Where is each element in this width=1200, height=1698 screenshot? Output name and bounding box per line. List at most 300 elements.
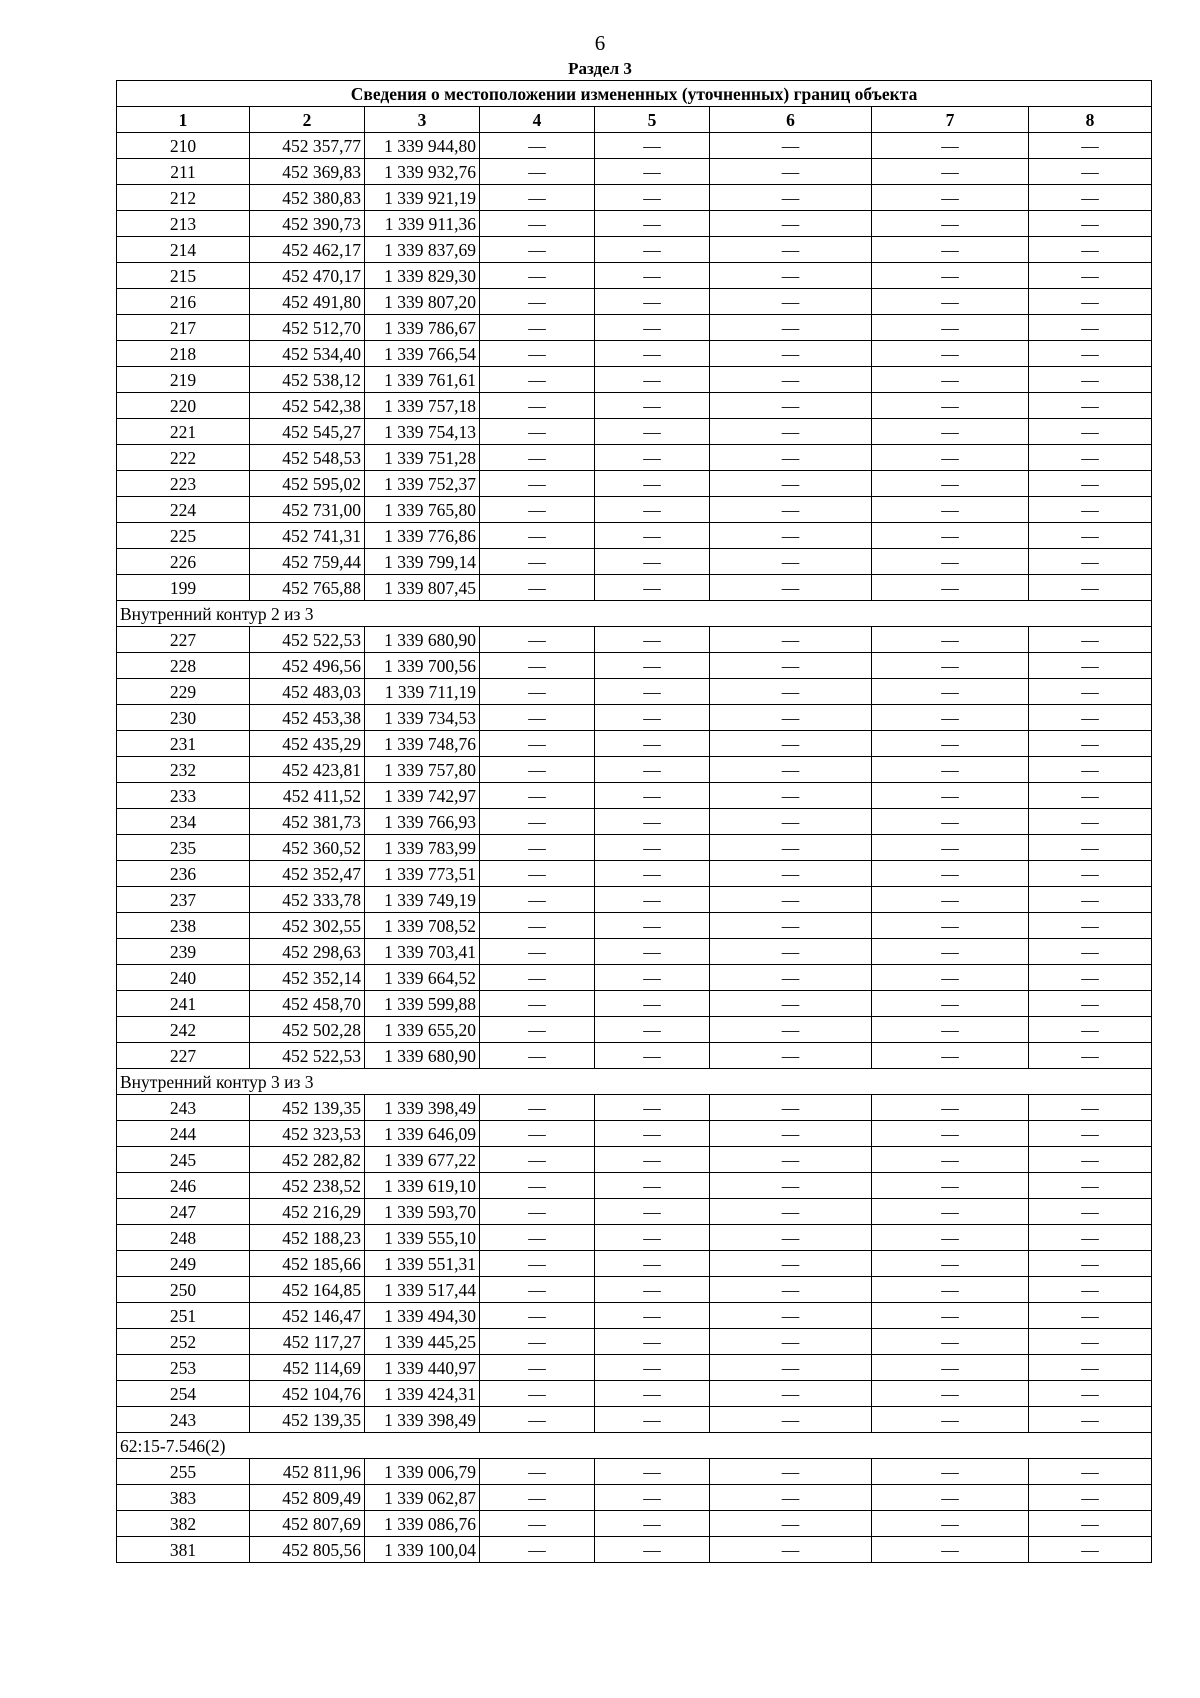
table-row bbox=[117, 419, 1152, 445]
empty-value-cell: — bbox=[1029, 1147, 1152, 1173]
empty-value-cell: — bbox=[872, 341, 1029, 367]
empty-value-cell: — bbox=[595, 1251, 710, 1277]
empty-value-cell: — bbox=[595, 1537, 710, 1563]
empty-value-cell: — bbox=[595, 653, 710, 679]
empty-value-cell: — bbox=[480, 783, 595, 809]
empty-value-cell: — bbox=[710, 1511, 872, 1537]
x-coordinate-cell: 452 216,29 bbox=[250, 1199, 365, 1225]
point-number-cell: 255 bbox=[117, 1459, 250, 1485]
empty-value-cell: — bbox=[480, 653, 595, 679]
y-coordinate-cell: 1 339 752,37 bbox=[365, 471, 480, 497]
point-number-cell: 243 bbox=[117, 1095, 250, 1121]
x-coordinate-cell: 452 453,38 bbox=[250, 705, 365, 731]
y-coordinate-cell: 1 339 440,97 bbox=[365, 1355, 480, 1381]
table-row bbox=[117, 1199, 1152, 1225]
empty-value-cell: — bbox=[595, 1485, 710, 1511]
table-row bbox=[117, 1303, 1152, 1329]
empty-value-cell: — bbox=[595, 1277, 710, 1303]
table-row bbox=[117, 263, 1152, 289]
table-row bbox=[117, 497, 1152, 523]
point-number-cell: 231 bbox=[117, 731, 250, 757]
x-coordinate-cell: 452 435,29 bbox=[250, 731, 365, 757]
x-coordinate-cell: 452 522,53 bbox=[250, 1043, 365, 1069]
empty-value-cell: — bbox=[1029, 991, 1152, 1017]
empty-value-cell: — bbox=[595, 679, 710, 705]
empty-value-cell: — bbox=[710, 341, 872, 367]
empty-value-cell: — bbox=[872, 367, 1029, 393]
empty-value-cell: — bbox=[480, 679, 595, 705]
point-number-cell: 213 bbox=[117, 211, 250, 237]
y-coordinate-cell: 1 339 599,88 bbox=[365, 991, 480, 1017]
empty-value-cell: — bbox=[1029, 315, 1152, 341]
table-row bbox=[117, 1147, 1152, 1173]
empty-value-cell: — bbox=[872, 1537, 1029, 1563]
x-coordinate-cell: 452 595,02 bbox=[250, 471, 365, 497]
table-row bbox=[117, 835, 1152, 861]
empty-value-cell: — bbox=[872, 679, 1029, 705]
empty-value-cell: — bbox=[480, 913, 595, 939]
empty-value-cell: — bbox=[595, 783, 710, 809]
empty-value-cell: — bbox=[710, 1225, 872, 1251]
empty-value-cell: — bbox=[710, 887, 872, 913]
empty-value-cell: — bbox=[595, 237, 710, 263]
y-coordinate-cell: 1 339 757,18 bbox=[365, 393, 480, 419]
empty-value-cell: — bbox=[872, 211, 1029, 237]
empty-value-cell: — bbox=[710, 1121, 872, 1147]
x-coordinate-cell: 452 522,53 bbox=[250, 627, 365, 653]
empty-value-cell: — bbox=[480, 341, 595, 367]
x-coordinate-cell: 452 117,27 bbox=[250, 1329, 365, 1355]
table-row bbox=[117, 1043, 1152, 1069]
empty-value-cell: — bbox=[872, 809, 1029, 835]
empty-value-cell: — bbox=[1029, 1381, 1152, 1407]
point-number-cell: 212 bbox=[117, 185, 250, 211]
y-coordinate-cell: 1 339 062,87 bbox=[365, 1485, 480, 1511]
point-number-cell: 221 bbox=[117, 419, 250, 445]
empty-value-cell: — bbox=[1029, 627, 1152, 653]
empty-value-cell: — bbox=[710, 159, 872, 185]
empty-value-cell: — bbox=[1029, 1303, 1152, 1329]
empty-value-cell: — bbox=[1029, 757, 1152, 783]
empty-value-cell: — bbox=[710, 497, 872, 523]
empty-value-cell: — bbox=[710, 809, 872, 835]
empty-value-cell: — bbox=[1029, 419, 1152, 445]
point-number-cell: 243 bbox=[117, 1407, 250, 1433]
y-coordinate-cell: 1 339 494,30 bbox=[365, 1303, 480, 1329]
y-coordinate-cell: 1 339 100,04 bbox=[365, 1537, 480, 1563]
table-body bbox=[117, 133, 1152, 1563]
empty-value-cell: — bbox=[872, 315, 1029, 341]
empty-value-cell: — bbox=[1029, 1407, 1152, 1433]
x-coordinate-cell: 452 381,73 bbox=[250, 809, 365, 835]
y-coordinate-cell: 1 339 799,14 bbox=[365, 549, 480, 575]
empty-value-cell: — bbox=[1029, 653, 1152, 679]
empty-value-cell: — bbox=[480, 1199, 595, 1225]
y-coordinate-cell: 1 339 837,69 bbox=[365, 237, 480, 263]
point-number-cell: 217 bbox=[117, 315, 250, 341]
empty-value-cell: — bbox=[872, 913, 1029, 939]
empty-value-cell: — bbox=[710, 1251, 872, 1277]
empty-value-cell: — bbox=[1029, 1485, 1152, 1511]
x-coordinate-cell: 452 282,82 bbox=[250, 1147, 365, 1173]
empty-value-cell: — bbox=[1029, 289, 1152, 315]
table-row bbox=[117, 133, 1152, 159]
table-row bbox=[117, 341, 1152, 367]
empty-value-cell: — bbox=[480, 835, 595, 861]
empty-value-cell: — bbox=[480, 1537, 595, 1563]
empty-value-cell: — bbox=[480, 1017, 595, 1043]
point-number-cell: 234 bbox=[117, 809, 250, 835]
point-number-cell: 249 bbox=[117, 1251, 250, 1277]
point-number-cell: 227 bbox=[117, 1043, 250, 1069]
empty-value-cell: — bbox=[872, 1173, 1029, 1199]
y-coordinate-cell: 1 339 829,30 bbox=[365, 263, 480, 289]
empty-value-cell: — bbox=[480, 1225, 595, 1251]
table-row bbox=[117, 783, 1152, 809]
point-number-cell: 225 bbox=[117, 523, 250, 549]
empty-value-cell: — bbox=[480, 133, 595, 159]
empty-value-cell: — bbox=[710, 1199, 872, 1225]
table-row bbox=[117, 1225, 1152, 1251]
y-coordinate-cell: 1 339 776,86 bbox=[365, 523, 480, 549]
empty-value-cell: — bbox=[480, 1511, 595, 1537]
y-coordinate-cell: 1 339 398,49 bbox=[365, 1407, 480, 1433]
table-row bbox=[117, 211, 1152, 237]
empty-value-cell: — bbox=[480, 1355, 595, 1381]
table-row bbox=[117, 1381, 1152, 1407]
point-number-cell: 381 bbox=[117, 1537, 250, 1563]
empty-value-cell: — bbox=[595, 211, 710, 237]
empty-value-cell: — bbox=[710, 289, 872, 315]
empty-value-cell: — bbox=[710, 835, 872, 861]
table-row bbox=[117, 1251, 1152, 1277]
empty-value-cell: — bbox=[595, 133, 710, 159]
x-coordinate-cell: 452 114,69 bbox=[250, 1355, 365, 1381]
empty-value-cell: — bbox=[480, 757, 595, 783]
y-coordinate-cell: 1 339 593,70 bbox=[365, 1199, 480, 1225]
empty-value-cell: — bbox=[1029, 1459, 1152, 1485]
point-number-cell: 220 bbox=[117, 393, 250, 419]
empty-value-cell: — bbox=[1029, 393, 1152, 419]
empty-value-cell: — bbox=[595, 861, 710, 887]
empty-value-cell: — bbox=[1029, 861, 1152, 887]
point-number-cell: 252 bbox=[117, 1329, 250, 1355]
y-coordinate-cell: 1 339 711,19 bbox=[365, 679, 480, 705]
empty-value-cell: — bbox=[595, 497, 710, 523]
table-row bbox=[117, 1121, 1152, 1147]
empty-value-cell: — bbox=[480, 1095, 595, 1121]
empty-value-cell: — bbox=[872, 1043, 1029, 1069]
empty-value-cell: — bbox=[710, 1043, 872, 1069]
empty-value-cell: — bbox=[480, 367, 595, 393]
empty-value-cell: — bbox=[1029, 497, 1152, 523]
empty-value-cell: — bbox=[595, 1329, 710, 1355]
empty-value-cell: — bbox=[1029, 1095, 1152, 1121]
empty-value-cell: — bbox=[710, 783, 872, 809]
empty-value-cell: — bbox=[872, 887, 1029, 913]
empty-value-cell: — bbox=[710, 549, 872, 575]
empty-value-cell: — bbox=[710, 1355, 872, 1381]
table-row bbox=[117, 445, 1152, 471]
point-number-cell: 382 bbox=[117, 1511, 250, 1537]
empty-value-cell: — bbox=[595, 757, 710, 783]
x-coordinate-cell: 452 805,56 bbox=[250, 1537, 365, 1563]
column-header: 3 bbox=[365, 107, 480, 133]
x-coordinate-cell: 452 731,00 bbox=[250, 497, 365, 523]
x-coordinate-cell: 452 390,73 bbox=[250, 211, 365, 237]
table-row bbox=[117, 1277, 1152, 1303]
table-row bbox=[117, 653, 1152, 679]
empty-value-cell: — bbox=[480, 523, 595, 549]
empty-value-cell: — bbox=[595, 1043, 710, 1069]
empty-value-cell: — bbox=[480, 445, 595, 471]
empty-value-cell: — bbox=[480, 1251, 595, 1277]
empty-value-cell: — bbox=[595, 705, 710, 731]
y-coordinate-cell: 1 339 807,45 bbox=[365, 575, 480, 601]
column-header: 4 bbox=[480, 107, 595, 133]
empty-value-cell: — bbox=[872, 523, 1029, 549]
empty-value-cell: — bbox=[1029, 523, 1152, 549]
empty-value-cell: — bbox=[1029, 211, 1152, 237]
point-number-cell: 228 bbox=[117, 653, 250, 679]
table-row bbox=[117, 939, 1152, 965]
empty-value-cell: — bbox=[595, 419, 710, 445]
x-coordinate-cell: 452 811,96 bbox=[250, 1459, 365, 1485]
empty-value-cell: — bbox=[872, 1355, 1029, 1381]
empty-value-cell: — bbox=[872, 991, 1029, 1017]
empty-value-cell: — bbox=[595, 965, 710, 991]
point-number-cell: 250 bbox=[117, 1277, 250, 1303]
table-row bbox=[117, 1511, 1152, 1537]
empty-value-cell: — bbox=[595, 159, 710, 185]
contour-group-row bbox=[117, 1069, 1152, 1095]
empty-value-cell: — bbox=[480, 1459, 595, 1485]
table-row bbox=[117, 289, 1152, 315]
empty-value-cell: — bbox=[595, 1095, 710, 1121]
empty-value-cell: — bbox=[1029, 133, 1152, 159]
empty-value-cell: — bbox=[710, 627, 872, 653]
point-number-cell: 239 bbox=[117, 939, 250, 965]
empty-value-cell: — bbox=[872, 289, 1029, 315]
empty-value-cell: — bbox=[595, 1017, 710, 1043]
empty-value-cell: — bbox=[872, 497, 1029, 523]
empty-value-cell: — bbox=[872, 757, 1029, 783]
empty-value-cell: — bbox=[595, 1511, 710, 1537]
empty-value-cell: — bbox=[595, 913, 710, 939]
empty-value-cell: — bbox=[1029, 185, 1152, 211]
y-coordinate-cell: 1 339 664,52 bbox=[365, 965, 480, 991]
empty-value-cell: — bbox=[872, 835, 1029, 861]
table-row bbox=[117, 1095, 1152, 1121]
empty-value-cell: — bbox=[710, 1407, 872, 1433]
empty-value-cell: — bbox=[1029, 1329, 1152, 1355]
empty-value-cell: — bbox=[872, 861, 1029, 887]
empty-value-cell: — bbox=[480, 991, 595, 1017]
x-coordinate-cell: 452 380,83 bbox=[250, 185, 365, 211]
empty-value-cell: — bbox=[872, 263, 1029, 289]
empty-value-cell: — bbox=[872, 1329, 1029, 1355]
point-number-cell: 214 bbox=[117, 237, 250, 263]
empty-value-cell: — bbox=[872, 1147, 1029, 1173]
empty-value-cell: — bbox=[480, 497, 595, 523]
y-coordinate-cell: 1 339 786,67 bbox=[365, 315, 480, 341]
empty-value-cell: — bbox=[872, 1251, 1029, 1277]
empty-value-cell: — bbox=[872, 185, 1029, 211]
empty-value-cell: — bbox=[480, 1277, 595, 1303]
x-coordinate-cell: 452 765,88 bbox=[250, 575, 365, 601]
empty-value-cell: — bbox=[595, 1407, 710, 1433]
x-coordinate-cell: 452 458,70 bbox=[250, 991, 365, 1017]
column-header-row bbox=[117, 107, 1152, 133]
y-coordinate-cell: 1 339 655,20 bbox=[365, 1017, 480, 1043]
empty-value-cell: — bbox=[872, 1277, 1029, 1303]
x-coordinate-cell: 452 238,52 bbox=[250, 1173, 365, 1199]
empty-value-cell: — bbox=[710, 211, 872, 237]
y-coordinate-cell: 1 339 757,80 bbox=[365, 757, 480, 783]
empty-value-cell: — bbox=[1029, 835, 1152, 861]
table-row bbox=[117, 523, 1152, 549]
table-row bbox=[117, 471, 1152, 497]
empty-value-cell: — bbox=[480, 809, 595, 835]
empty-value-cell: — bbox=[1029, 263, 1152, 289]
empty-value-cell: — bbox=[480, 1173, 595, 1199]
y-coordinate-cell: 1 339 086,76 bbox=[365, 1511, 480, 1537]
empty-value-cell: — bbox=[872, 653, 1029, 679]
empty-value-cell: — bbox=[480, 1329, 595, 1355]
point-number-cell: 253 bbox=[117, 1355, 250, 1381]
empty-value-cell: — bbox=[595, 315, 710, 341]
x-coordinate-cell: 452 323,53 bbox=[250, 1121, 365, 1147]
point-number-cell: 241 bbox=[117, 991, 250, 1017]
point-number-cell: 224 bbox=[117, 497, 250, 523]
empty-value-cell: — bbox=[595, 445, 710, 471]
table-row bbox=[117, 393, 1152, 419]
x-coordinate-cell: 452 538,12 bbox=[250, 367, 365, 393]
y-coordinate-cell: 1 339 921,19 bbox=[365, 185, 480, 211]
table-row bbox=[117, 1407, 1152, 1433]
table-caption-row bbox=[117, 81, 1152, 107]
empty-value-cell: — bbox=[872, 1225, 1029, 1251]
empty-value-cell: — bbox=[595, 549, 710, 575]
table-row bbox=[117, 965, 1152, 991]
empty-value-cell: — bbox=[480, 211, 595, 237]
table-row bbox=[117, 1173, 1152, 1199]
point-number-cell: 247 bbox=[117, 1199, 250, 1225]
point-number-cell: 235 bbox=[117, 835, 250, 861]
y-coordinate-cell: 1 339 424,31 bbox=[365, 1381, 480, 1407]
empty-value-cell: — bbox=[872, 1485, 1029, 1511]
empty-value-cell: — bbox=[595, 289, 710, 315]
x-coordinate-cell: 452 352,14 bbox=[250, 965, 365, 991]
y-coordinate-cell: 1 339 551,31 bbox=[365, 1251, 480, 1277]
empty-value-cell: — bbox=[872, 159, 1029, 185]
empty-value-cell: — bbox=[595, 939, 710, 965]
point-number-cell: 222 bbox=[117, 445, 250, 471]
empty-value-cell: — bbox=[872, 939, 1029, 965]
empty-value-cell: — bbox=[872, 133, 1029, 159]
point-number-cell: 199 bbox=[117, 575, 250, 601]
x-coordinate-cell: 452 534,40 bbox=[250, 341, 365, 367]
y-coordinate-cell: 1 339 944,80 bbox=[365, 133, 480, 159]
point-number-cell: 219 bbox=[117, 367, 250, 393]
point-number-cell: 210 bbox=[117, 133, 250, 159]
empty-value-cell: — bbox=[710, 445, 872, 471]
column-header: 5 bbox=[595, 107, 710, 133]
empty-value-cell: — bbox=[710, 1173, 872, 1199]
empty-value-cell: — bbox=[480, 1121, 595, 1147]
table-row bbox=[117, 913, 1152, 939]
empty-value-cell: — bbox=[480, 1043, 595, 1069]
empty-value-cell: — bbox=[595, 1355, 710, 1381]
point-number-cell: 233 bbox=[117, 783, 250, 809]
x-coordinate-cell: 452 352,47 bbox=[250, 861, 365, 887]
empty-value-cell: — bbox=[1029, 679, 1152, 705]
empty-value-cell: — bbox=[480, 1147, 595, 1173]
empty-value-cell: — bbox=[1029, 809, 1152, 835]
empty-value-cell: — bbox=[872, 1381, 1029, 1407]
point-number-cell: 216 bbox=[117, 289, 250, 315]
y-coordinate-cell: 1 339 748,76 bbox=[365, 731, 480, 757]
point-number-cell: 242 bbox=[117, 1017, 250, 1043]
empty-value-cell: — bbox=[480, 315, 595, 341]
empty-value-cell: — bbox=[480, 471, 595, 497]
x-coordinate-cell: 452 496,56 bbox=[250, 653, 365, 679]
empty-value-cell: — bbox=[872, 1017, 1029, 1043]
y-coordinate-cell: 1 339 398,49 bbox=[365, 1095, 480, 1121]
y-coordinate-cell: 1 339 555,10 bbox=[365, 1225, 480, 1251]
table-row bbox=[117, 185, 1152, 211]
table-row bbox=[117, 1537, 1152, 1563]
x-coordinate-cell: 452 357,77 bbox=[250, 133, 365, 159]
y-coordinate-cell: 1 339 680,90 bbox=[365, 627, 480, 653]
table-row bbox=[117, 549, 1152, 575]
empty-value-cell: — bbox=[710, 1277, 872, 1303]
boundary-coordinates-table bbox=[116, 80, 1152, 1563]
y-coordinate-cell: 1 339 766,54 bbox=[365, 341, 480, 367]
empty-value-cell: — bbox=[480, 185, 595, 211]
empty-value-cell: — bbox=[480, 887, 595, 913]
empty-value-cell: — bbox=[595, 731, 710, 757]
empty-value-cell: — bbox=[1029, 1251, 1152, 1277]
empty-value-cell: — bbox=[872, 575, 1029, 601]
empty-value-cell: — bbox=[480, 263, 595, 289]
table-row bbox=[117, 1355, 1152, 1381]
table-row bbox=[117, 315, 1152, 341]
empty-value-cell: — bbox=[1029, 1355, 1152, 1381]
empty-value-cell: — bbox=[710, 1381, 872, 1407]
y-coordinate-cell: 1 339 680,90 bbox=[365, 1043, 480, 1069]
table-row bbox=[117, 367, 1152, 393]
empty-value-cell: — bbox=[480, 861, 595, 887]
y-coordinate-cell: 1 339 765,80 bbox=[365, 497, 480, 523]
empty-value-cell: — bbox=[710, 237, 872, 263]
empty-value-cell: — bbox=[1029, 1121, 1152, 1147]
empty-value-cell: — bbox=[710, 1017, 872, 1043]
table-row bbox=[117, 991, 1152, 1017]
empty-value-cell: — bbox=[710, 965, 872, 991]
empty-value-cell: — bbox=[1029, 1277, 1152, 1303]
x-coordinate-cell: 452 542,38 bbox=[250, 393, 365, 419]
y-coordinate-cell: 1 339 761,61 bbox=[365, 367, 480, 393]
empty-value-cell: — bbox=[595, 887, 710, 913]
empty-value-cell: — bbox=[710, 471, 872, 497]
empty-value-cell: — bbox=[1029, 471, 1152, 497]
empty-value-cell: — bbox=[480, 939, 595, 965]
x-coordinate-cell: 452 139,35 bbox=[250, 1095, 365, 1121]
empty-value-cell: — bbox=[480, 965, 595, 991]
x-coordinate-cell: 452 548,53 bbox=[250, 445, 365, 471]
table-row bbox=[117, 679, 1152, 705]
